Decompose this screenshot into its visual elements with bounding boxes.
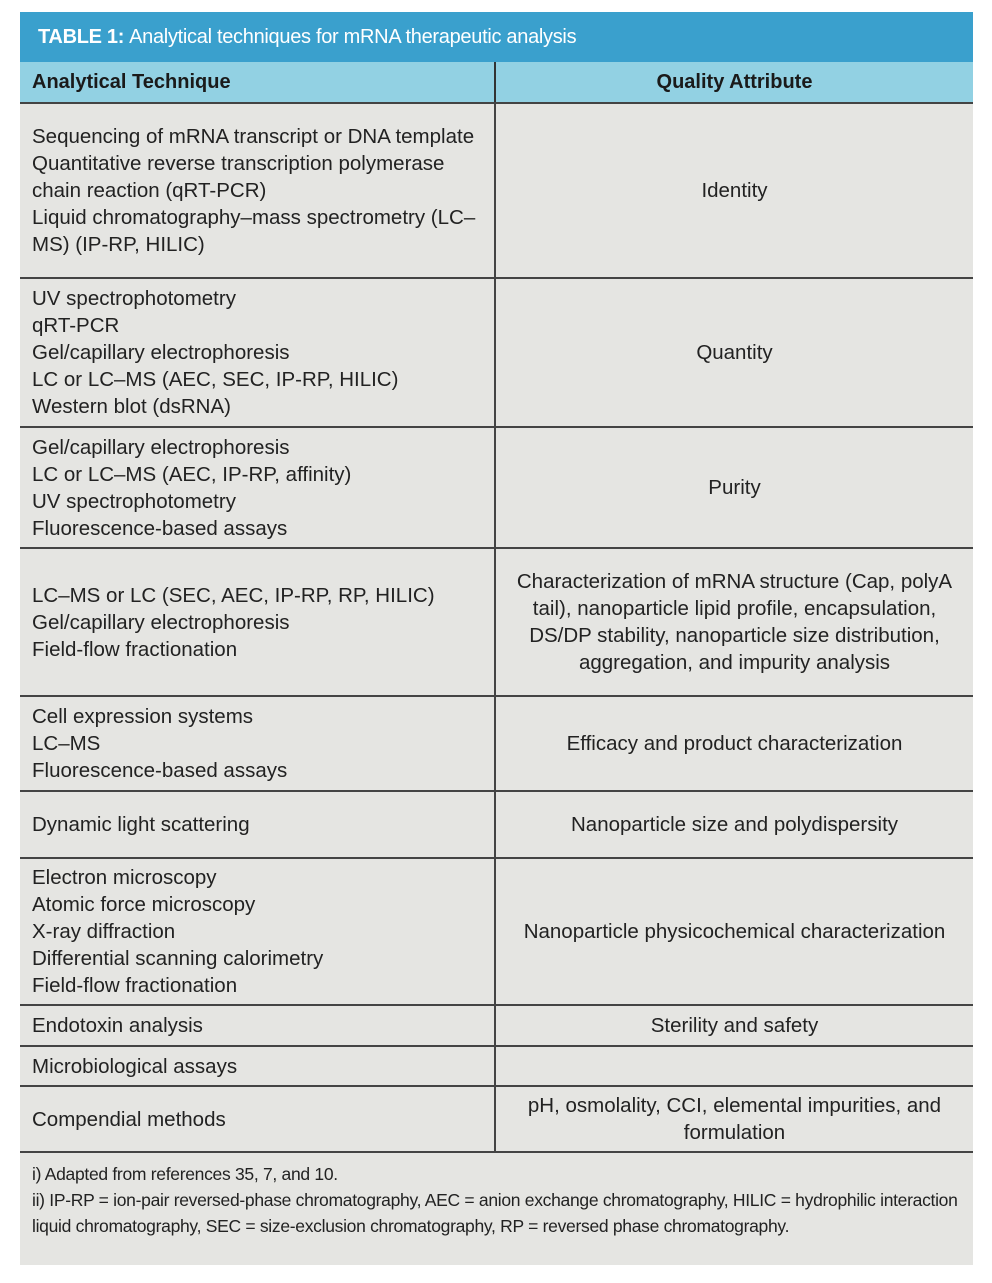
technique-item: X-ray diffraction <box>32 920 176 943</box>
technique-item: LC–MS <box>32 732 101 755</box>
technique-item: Western blot (dsRNA) <box>32 395 231 418</box>
table-row <box>20 857 973 1004</box>
technique-item: Fluorescence-based assays <box>32 516 288 540</box>
technique-cell <box>20 1087 496 1151</box>
table-row <box>20 547 973 695</box>
table-row <box>20 277 973 426</box>
technique-item: qRT-PCR <box>32 314 120 337</box>
technique-item: LC–MS or LC (SEC, AEC, IP-RP, RP, HILIC) <box>32 583 435 607</box>
technique-item: Field-flow fractionation <box>32 974 238 997</box>
technique-cell <box>20 697 496 790</box>
technique-cell <box>20 428 496 547</box>
technique-item: Microbiological assays <box>32 1054 238 1078</box>
table-row <box>20 790 973 857</box>
technique-cell <box>20 279 496 426</box>
footnote: ii) IP-RP = ion-pair reversed-phase chromatography, AEC = anion exchange chromatography, HILIC = hydrophilic interaction liquid chromatography, SEC = size-exclusion chromatography, RP = reversed phase chromatography. <box>32 1190 958 1236</box>
table-footnotes <box>20 1151 973 1265</box>
technique-item: Sequencing of mRNA transcript or DNA template <box>32 125 475 148</box>
technique-item: Fluorescence-based assays <box>32 759 288 782</box>
technique-item: Endotoxin analysis <box>32 1014 203 1037</box>
attribute-cell: Nanoparticle size and polydispersity <box>570 813 899 836</box>
table-header <box>20 62 973 102</box>
footnote: i) Adapted from references 35, 7, and 10. <box>32 1164 338 1184</box>
attribute-cell: Sterility and safety <box>650 1014 819 1037</box>
header-attribute: Quality Attribute <box>656 70 813 93</box>
attribute-cell: Characterization of mRNA structure (Cap, polyA tail), nanoparticle lipid profile, encapsulation, DS/DP stability, nanoparticle size distribution, aggregation, and impurity analysis <box>516 570 953 674</box>
technique-cell <box>20 549 496 695</box>
technique-item: Quantitative reverse transcription polymerase chain reaction (qRT-PCR) <box>32 152 445 202</box>
technique-item: Gel/capillary electrophoresis <box>32 610 290 634</box>
technique-item: Dynamic light scattering <box>32 813 250 836</box>
attribute-cell: Identity <box>701 179 768 202</box>
technique-item: Gel/capillary electrophoresis <box>32 435 290 459</box>
technique-cell <box>20 1047 496 1085</box>
table-1 <box>20 12 973 1265</box>
table-caption: Analytical techniques for mRNA therapeutic analysis <box>129 25 577 48</box>
header-technique: Analytical Technique <box>20 62 496 102</box>
attribute-cell: Nanoparticle physicochemical characterization <box>523 920 946 943</box>
table-row <box>20 1004 973 1045</box>
table-row <box>20 695 973 790</box>
table-row <box>20 426 973 547</box>
table-row <box>20 1085 973 1151</box>
technique-cell <box>20 792 496 857</box>
technique-item: Liquid chromatography–mass spectrometry (LC–MS) (IP-RP, HILIC) <box>32 206 476 256</box>
table-row <box>20 1045 973 1085</box>
technique-item: Gel/capillary electrophoresis <box>32 341 290 364</box>
technique-item: Field-flow fractionation <box>32 637 238 661</box>
technique-item: Electron microscopy <box>32 866 217 889</box>
attribute-cell: pH, osmolality, CCI, elemental impurities, and formulation <box>527 1094 942 1144</box>
technique-item: Atomic force microscopy <box>32 893 256 916</box>
technique-item: UV spectrophotometry <box>32 489 236 513</box>
attribute-cell <box>496 1047 973 1085</box>
technique-item: Differential scanning calorimetry <box>32 947 324 970</box>
technique-cell <box>20 859 496 1004</box>
technique-item: Cell expression systems <box>32 705 254 728</box>
technique-item: Compendial methods <box>32 1107 226 1131</box>
technique-item: LC or LC–MS (AEC, IP-RP, affinity) <box>32 462 352 486</box>
attribute-cell: Quantity <box>696 341 773 364</box>
technique-item: UV spectrophotometry <box>32 287 236 310</box>
attribute-cell: Efficacy and product characterization <box>566 732 903 755</box>
technique-cell <box>20 104 496 277</box>
table-row <box>20 102 973 277</box>
table-label: TABLE 1: <box>38 25 125 48</box>
table-title <box>20 12 973 62</box>
technique-item: LC or LC–MS (AEC, SEC, IP-RP, HILIC) <box>32 368 399 391</box>
attribute-cell: Purity <box>708 476 761 499</box>
technique-cell <box>20 1006 496 1045</box>
